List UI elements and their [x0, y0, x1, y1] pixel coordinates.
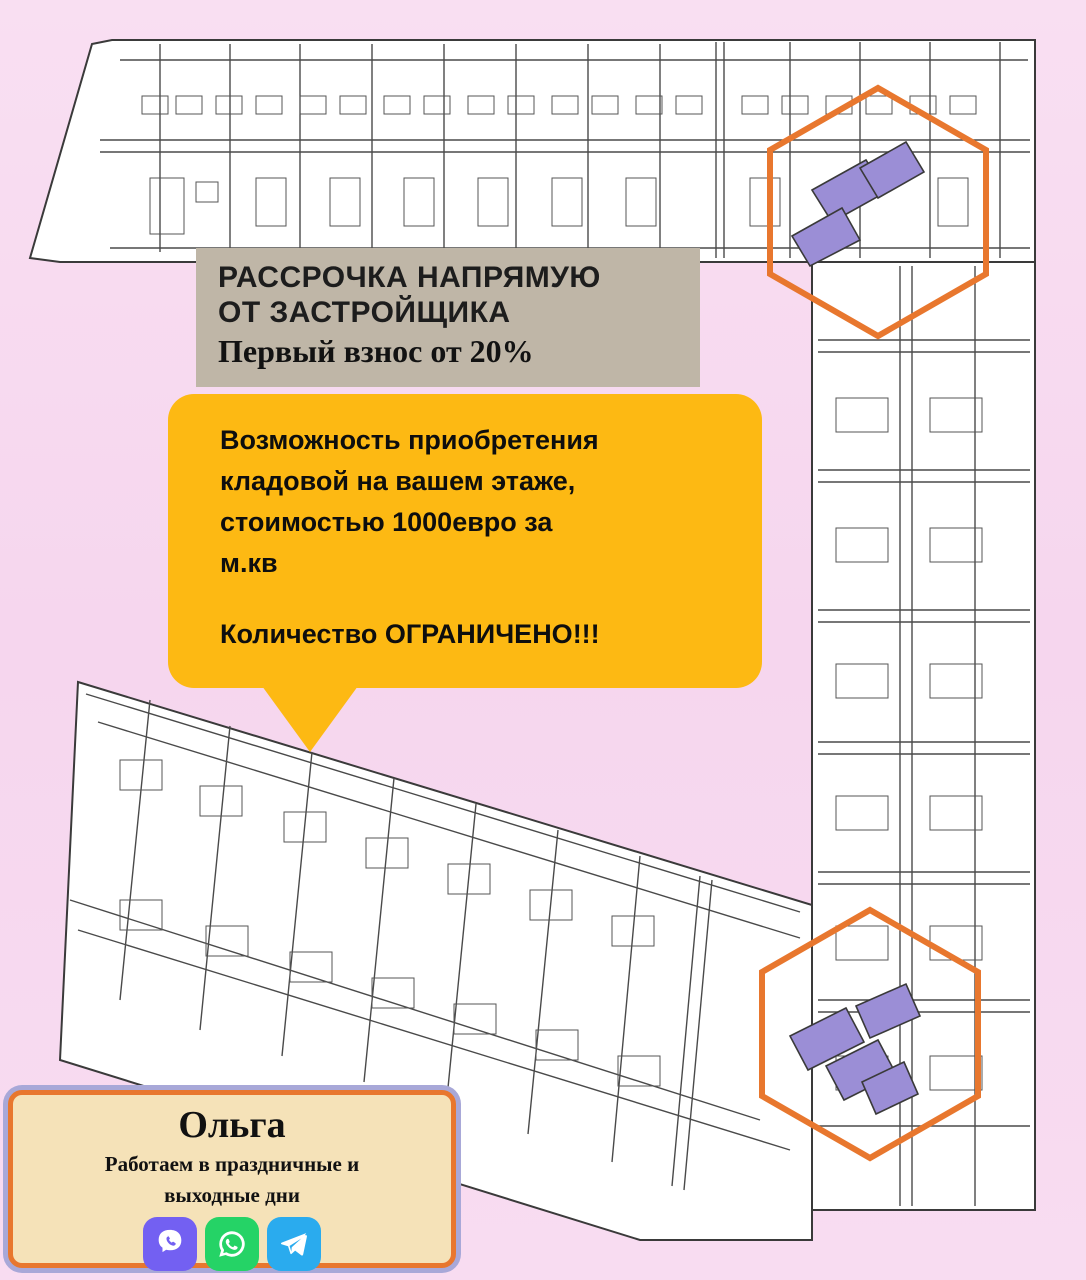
installment-line-2: ОТ ЗАСТРОЙЩИКА: [218, 296, 511, 330]
storage-offer-bubble: [168, 394, 762, 688]
contact-note-line-2: выходные дни: [164, 1183, 300, 1208]
messenger-icons: [13, 1217, 451, 1271]
bubble-line-2: кладовой на вашем этаже,: [220, 466, 576, 497]
bubble-spacer: [220, 584, 728, 614]
contact-name: Ольга: [178, 1104, 286, 1146]
bubble-line-3: стоимостью 1000евро за: [220, 507, 553, 538]
installment-line-3: Первый взнос от 20%: [218, 333, 534, 370]
installment-banner: [196, 248, 700, 387]
viber-icon[interactable]: [143, 1217, 197, 1271]
whatsapp-icon[interactable]: [205, 1217, 259, 1271]
bubble-tail: [262, 686, 358, 752]
telegram-icon[interactable]: [267, 1217, 321, 1271]
bubble-line-1: Возможность приобретения: [220, 425, 599, 455]
bubble-line-4: м.кв: [220, 548, 278, 579]
installment-line-1: РАССРОЧКА НАПРЯМУЮ: [218, 261, 601, 294]
contact-note-line-1: Работаем в праздничные и: [104, 1151, 360, 1176]
bubble-line-5: Количество ОГРАНИЧЕНО!!!: [220, 619, 600, 650]
contact-card: [8, 1090, 456, 1268]
